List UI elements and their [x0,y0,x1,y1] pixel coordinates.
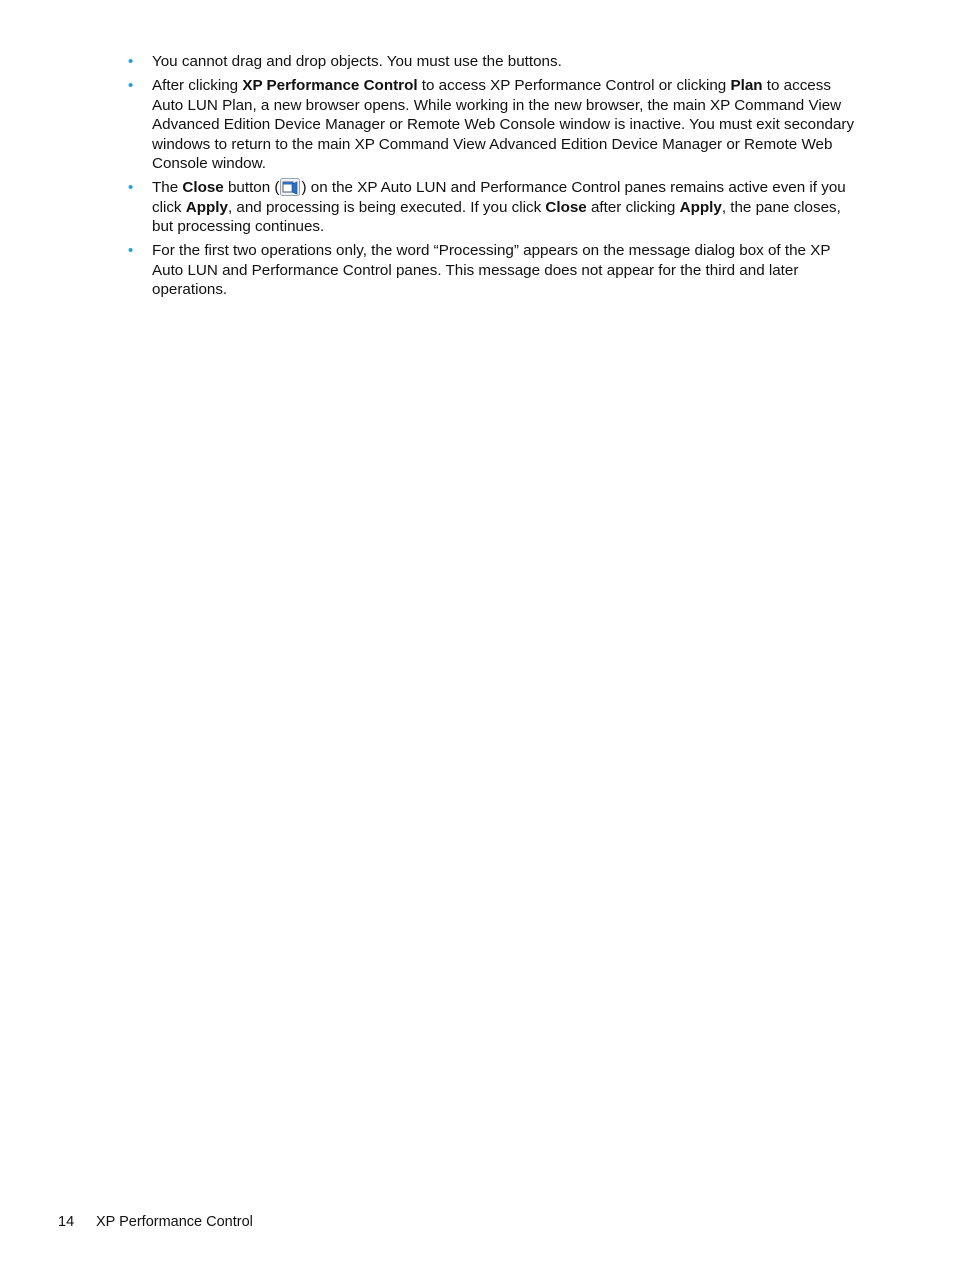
list-item-text: , and processing is being executed. If you click [227,198,546,216]
list-item-text: You cannot drag and drop objects. You must use the buttons. [152,53,562,70]
list-item-text: to access XP Performance Control or clicking [417,77,731,94]
list-item-text: For the first two operations only, the word “Processing” appears on the message dialog box of the XP Auto LUN and Performance Control panes. This message does not appear for the third and later operations. [152,242,831,298]
list-item-text: ) on the XP Auto LUN and Performance Control panes remains active even if you click [152,179,846,216]
ui-term-xp-performance-control: XP Performance Control [242,77,418,94]
ui-term-apply: Apply [679,198,722,216]
list-item [128,76,858,174]
list-item-text: after clicking [586,198,680,216]
bullet-icon: • [128,242,134,259]
list-item-text: to access Auto LUN Plan, a new browser opens. While working in the new browser, the main XP Command View Advanced Edition Device Manager or Remote Web Console window is inactive. You must exit secondary windows to return to the main XP Command View Advanced Edition Device Manager or Remote Web Console window. [152,77,855,172]
bullet-icon: • [128,77,134,94]
list-item-text: After clicking [152,77,243,94]
close-window-icon [280,178,300,196]
ui-term-close: Close [182,179,224,196]
ui-term-close: Close [545,198,587,216]
list-item [128,241,858,300]
page-footer [58,1212,253,1232]
list-item-text: button ( [223,179,280,196]
document-body [128,52,858,304]
list-item-text: The [152,179,183,196]
bullet-icon: • [128,53,134,70]
list-item [128,52,858,72]
page-number: 14 [58,1214,75,1230]
bullet-list [128,52,858,300]
list-item [128,178,858,237]
ui-term-apply: Apply [185,198,228,216]
footer-title: XP Performance Control [96,1214,253,1230]
ui-term-plan: Plan [730,77,763,94]
bullet-icon: • [128,179,134,196]
list-item-text: , the pane closes, but processing continues. [152,198,841,235]
